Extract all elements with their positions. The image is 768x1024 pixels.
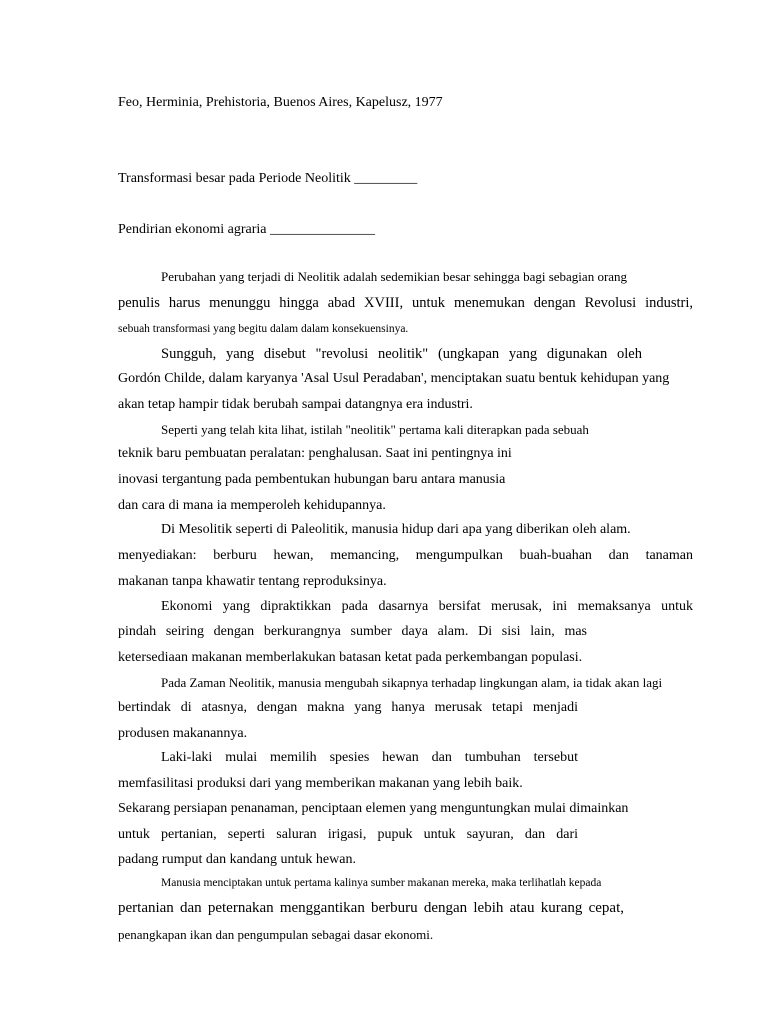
paragraph-line: pertanian dan peternakan menggantikan berburu dengan lebih atau kurang cepat, — [118, 900, 624, 916]
paragraph-line: bertindak di atasnya, dengan makna yang hanya merusak tetapi menjadi — [118, 700, 578, 715]
paragraph-line: dan cara di mana ia memperoleh kehidupannya. — [118, 498, 386, 513]
paragraph-line: Gordón Childe, dalam karyanya 'Asal Usul Peradaban', menciptakan suatu bentuk kehidupan yang — [118, 371, 670, 386]
heading-transformasi: Transformasi besar pada Periode Neolitik _________ — [118, 171, 418, 186]
paragraph-line: padang rumput dan kandang untuk hewan. — [118, 852, 356, 867]
citation: Feo, Herminia, Prehistoria, Buenos Aires, Kapelusz, 1977 — [118, 95, 443, 110]
paragraph-line: Di Mesolitik seperti di Paleolitik, manusia hidup dari apa yang diberikan oleh alam. — [161, 522, 631, 537]
paragraph-line: Ekonomi yang dipraktikkan pada dasarnya bersifat merusak, ini memaksanya untuk — [161, 599, 693, 614]
paragraph-line: Perubahan yang terjadi di Neolitik adalah sedemikian besar sehingga bagi sebagian orang — [161, 269, 628, 284]
heading-pendirian: Pendirian ekonomi agraria _______________ — [118, 222, 376, 237]
paragraph-line: penangkapan ikan dan pengumpulan sebagai dasar ekonomi. — [118, 927, 434, 942]
paragraph-line: Seperti yang telah kita lihat, istilah "neolitik" pertama kali diterapkan pada sebuah — [161, 422, 589, 437]
paragraph-line: ketersediaan makanan memberlakukan batasan ketat pada perkembangan populasi. — [118, 650, 583, 665]
paragraph-line: memfasilitasi produksi dari yang memberikan makanan yang lebih baik. — [118, 776, 523, 791]
paragraph-line: Manusia menciptakan untuk pertama kalinya sumber makanan mereka, maka terlihatlah kepada — [161, 877, 602, 889]
paragraph-line: akan tetap hampir tidak berubah sampai datangnya era industri. — [118, 397, 473, 412]
paragraph-line: menyediakan: berburu hewan, memancing, mengumpulkan buah-buahan dan tanaman — [118, 548, 693, 563]
paragraph-line: Sungguh, yang disebut "revolusi neolitik" (ungkapan yang digunakan oleh — [161, 346, 642, 362]
paragraph-line: makanan tanpa khawatir tentang reproduksinya. — [118, 574, 387, 589]
paragraph-line: produsen makanannya. — [118, 726, 248, 741]
paragraph-line: Laki-laki mulai memilih spesies hewan dan tumbuhan tersebut — [161, 750, 578, 765]
paragraph-line: teknik baru pembuatan peralatan: penghalusan. Saat ini pentingnya ini — [118, 446, 512, 461]
paragraph-line: untuk pertanian, seperti saluran irigasi, pupuk untuk sayuran, dan dari — [118, 827, 578, 842]
paragraph-line: penulis harus menunggu hingga abad XVIII, untuk menemukan dengan Revolusi industri, — [118, 295, 693, 311]
paragraph-line: inovasi tergantung pada pembentukan hubungan baru antara manusia — [118, 472, 506, 487]
paragraph-line: Pada Zaman Neolitik, manusia mengubah sikapnya terhadap lingkungan alam, ia tidak akan lagi — [161, 675, 663, 690]
paragraph-line: pindah seiring dengan berkurangnya sumber daya alam. Di sisi lain, mas — [118, 624, 587, 639]
paragraph-line: Sekarang persiapan penanaman, penciptaan elemen yang menguntungkan mulai dimainkan — [118, 801, 629, 816]
paragraph-line: sebuah transformasi yang begitu dalam dalam konsekuensinya. — [118, 323, 409, 335]
